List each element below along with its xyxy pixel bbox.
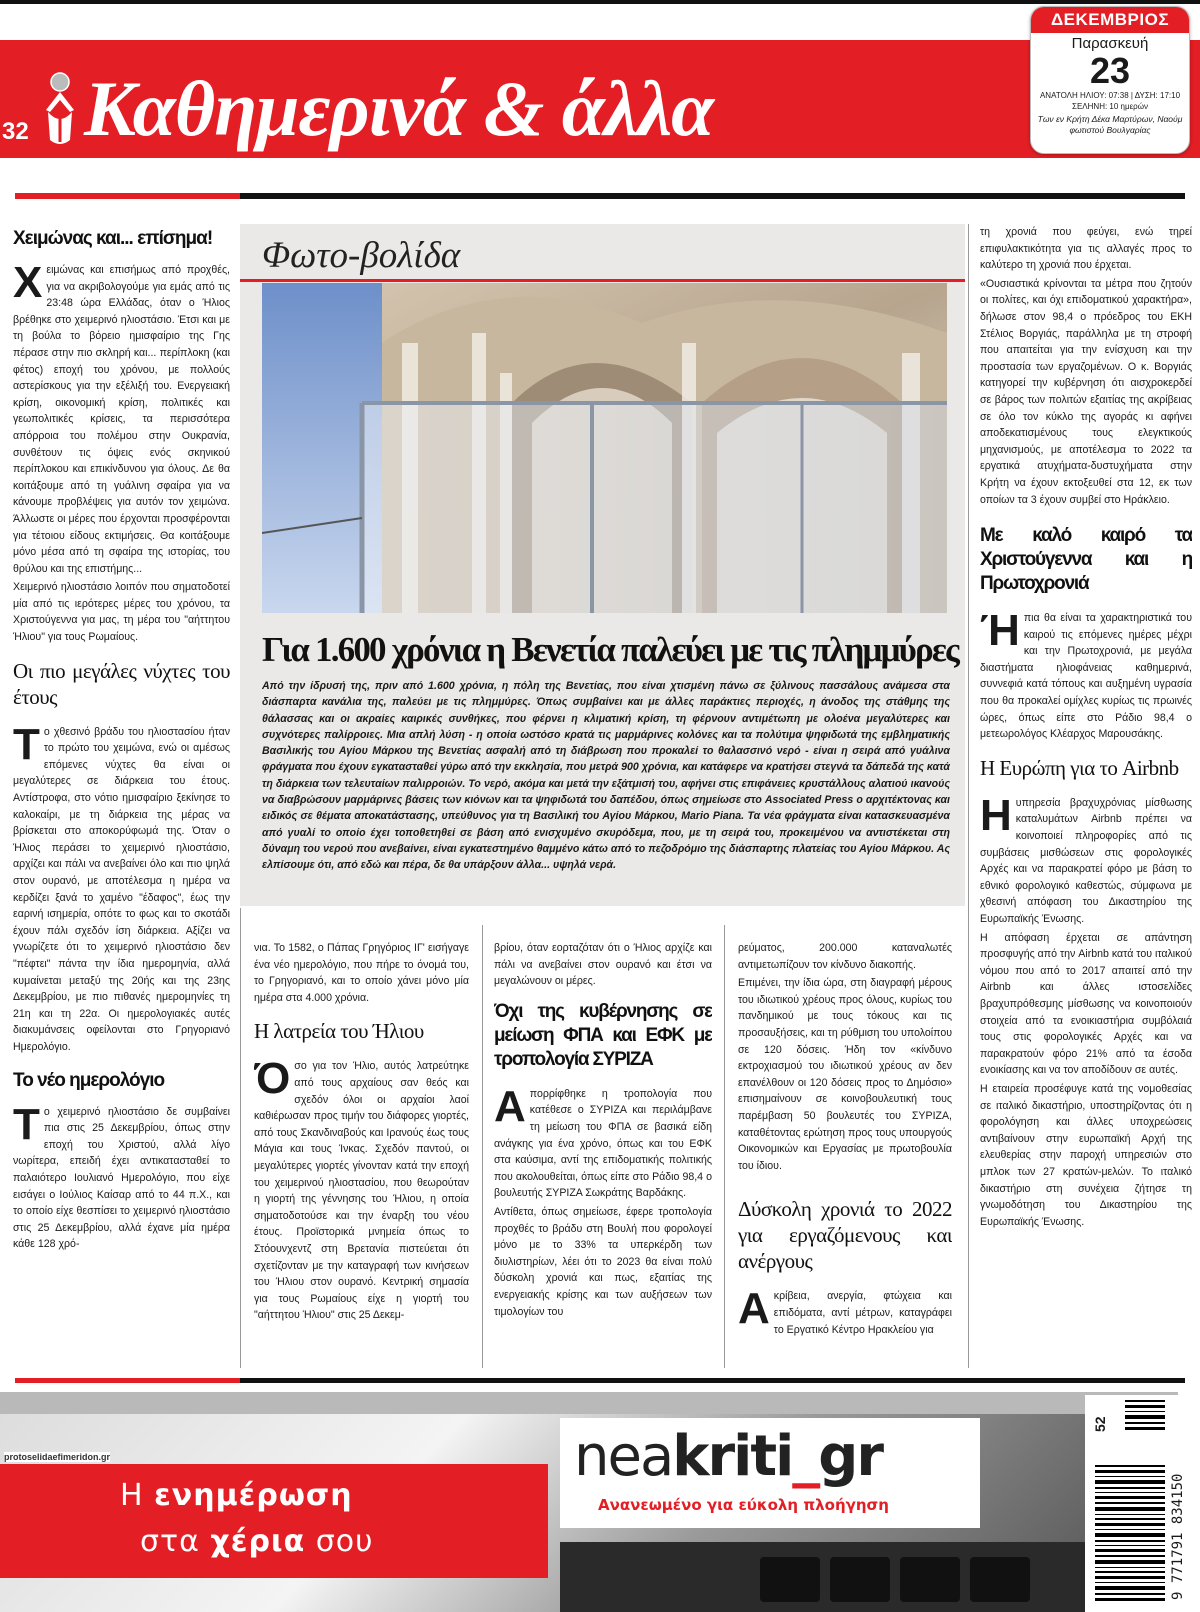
article-body: νια. Το 1582, ο Πάπας Γρηγόριος ΙΓ' εισήγαγε ένα νέο ημερολόγιο, που πήρε το όνομά του, το Γρηγοριανό, και το οποίο χάνει μόνο μία ημέρα στα 4.000 χρόνια. [254,942,469,1004]
article-title: Χειμώνας και... επίσημα! [13,228,213,249]
paragraph: υπηρεσία βραχυχρόνιας μίσθωσης καταλυμάτων Airbnb πρέπει να κοινοποιεί πληροφορίες από τις συμβάσεις μισθώσεων στις φορολογικές Αρχές και να παρακρατεί φόρο με βάση το εθνικό φορολογικό καθεστώς, σύμφωνα με χθεσινή απόφαση του Δικαστηρίου της Ευρωπαϊκής Ένωσης. [980,796,1192,925]
ad-slogan-line1 [120,1478,353,1513]
date-day-number: 23 [1089,50,1131,91]
drop-cap: Χ [13,258,43,307]
paragraph: κρίβεια, ανεργία, φτώχεια και επιδόματα, αντί μέτρων, καταγράφει το Εργατικό Κέντρο Ηρακλείου για [773,1290,952,1336]
drop-cap: Τ [13,1099,40,1149]
article-title: Δύσκολη χρονιά το 2022 για εργαζόμενους και ανέργους [738,1197,952,1274]
article-title: Η Ευρώπη για το Airbnb [980,755,1179,780]
ad-brand-logo[interactable] [574,1424,882,1489]
article-body: Χειμερινό ηλιοστάσιο λοιπόν που σηματοδοτεί μία από τις ιερότερες μέρες του χρόνου, τα Χριστούγεννα για μας, τη μέρα του "αήττητου Ήλιου" για τους Ρωμαίους. [13,581,230,644]
column-divider [240,908,241,1368]
brand-part: nea [574,1424,673,1489]
venice-basilica-photo [262,283,947,613]
drop-cap: Α [494,1081,526,1131]
article-body: ρεύματος, 200.000 καταναλωτές αντιμετωπίζουν τον κίνδυνο διακοπής. [738,942,952,971]
paragraph: ο χειμερινό ηλιοστάσιο δε συμβαίνει πια στις 25 Δεκεμβρίου, όπως στην εποχή του Χριστού, αλλά λίγο νωρίτερα, επειδή έχει αντικατασταθεί το παλαιότερο Ιουλιανό Ημερολόγιο, που είχε εισάγει ο Ιούλιος Καίσαρ από το 44 π.Χ., και το οποίο είχε θεσπίσει το χειμερινό ηλιοστάσιο στις 25 Δεκεμβρίου, αλλά έχανε μία ημέρα κάθε 128 χρό- [13,1105,230,1251]
sunrise-sunset: ΑΝΑΤΟΛΗ ΗΛΙΟΥ: 07:38 | ΔΥΣΗ: 17:10 [1039,91,1181,100]
page-number: 32 [2,118,29,145]
middle-column-2 [494,940,712,1360]
article-body [13,1099,230,1253]
article-body: τη χρονιά που φεύγει, ενώ τηρεί επιφυλακτικότητα για τις αλλαγές προς το καλύτερο τη χρονιά που έρχεται. [980,226,1192,272]
article-body [738,1284,952,1338]
article-body [13,719,230,1056]
newspaper-logo-icon [36,70,84,152]
article-body [254,1054,469,1324]
bottom-rule-accent [15,1378,240,1383]
article-title: Η λατρεία του Ήλιου [254,1019,424,1044]
feature-rule [240,279,965,282]
article-body [980,790,1192,928]
article-body: «Ουσιαστικά κρίνονται τα μέτρα που ζητούν οι πολίτες, και όχι επιδοματικού χαρακτήρα», δήλωσε στον 98,4 ο πρόεδρος του ΕΚΗ Στέλιος Βοργιάς, παράλληλα με τη στροφή που απαιτείται για την ενίσχυση και την προστασία των εργαζομένων. Ο κ. Βοργιάς κατηγορεί την κυβέρνηση ότι αισχροκερδεί σε βάρος των πολιτών εξαιτίας της ακρίβειας σε όλο τον κύκλο της αγοράς κι αφήνει αποδεκατισμένους τους ελεγκτικούς μηχανισμούς, με αποτέλεσμα το 2022 τα εργατικά ατυχήματα-δυστυχήματα στην Κρήτη να έχουν εκτοξευθεί στα 12, εκ των οποίων τα 3 έχουν συμβεί στο Ηράκλειο. [980,277,1192,506]
paragraph: σο για τον Ήλιο, αυτός λατρεύτηκε από τους αρχαίους σαν θεός και σχεδόν όλοι οι αρχαίοι λαοί καθιέρωσαν προς τιμήν του διάφορες γιορτές, από τους Σκανδιναβούς και Ιρανούς έως τους Μάγια και τους Ίνκας. Σχεδόν παντού, οι μεγαλύτερες γιορτές γίνονταν κατά την εποχή του χειμερινού ηλιοστασίου, που θεωρούταν η γιορτή της γέννησης του Ήλιου, η οποία σηματοδοτούσε και την έναρξη του νέου έτους. Προϊστορικά μνημεία όπως το Στόουνχεντζ στη Βρετανία πιστεύεται ότι σχετίζονταν με την καταγραφή των κινήσεων του Ήλιου στον ουρανό. Κεντρική σημασία για τους Ρωμαίους είχε η γιορτή του "αήττητου Ήλιου" στις 25 Δεκεμ- [254,1060,469,1322]
moon-phase: ΣΕΛΗΝΗ: 10 ημερών [1072,102,1148,111]
article-body [980,606,1192,743]
article-body: Η εταιρεία προσέφυγε κατά της νομοθεσίας σε ιταλικό δικαστήριο, υποστηρίζοντας ότι η φορολόγηση και άλλες υποχρεώσεις αντιβαίνουν στην ευρωπαϊκή Αρχή της ελευθερίας στην παροχή υπηρεσιών στο μπλοκ των 27 κρατών-μελών. Το ιταλικό δικαστήριο στη συνέχεια ζήτησε τη γνωμοδότηση του Δικαστηρίου της Ευρωπαϊκής Ένωσης. [980,1082,1192,1228]
middle-column-3 [738,940,952,1360]
ad-credit: protoselidaefimeridon.gr [4,1452,111,1462]
section-rule-accent [15,193,240,199]
barcode-number: 9 771791 834150 [1170,1473,1186,1600]
ad-text: Η [120,1478,155,1513]
article-body: Η απόφαση έρχεται σε απάντηση προσφυγής από την Airbnb κατά του ιταλικού νόμου που από το 2017 απαιτεί από την Airbnb και άλλες ιστοσελίδες βραχυπρόθεσμης μίσθωσης να κοινοποιούν στοιχεία από τα ενοικιαστήρια συμβόλαιά τους στις φορολογικές Αρχές και να παρακρατούν φόρο 21% από τα έσοδα ενοικίασης και να τον αποδίδουν σε αυτές. [980,931,1192,1077]
brand-part: kriti [672,1424,793,1489]
article-body: Επιμένει, την ίδια ώρα, στη διαγραφή μέρους του ιδιωτικού χρέους προς όλους, κυρίως του πανδημικού με τους τόκους και τις προσαυξήσεις, και τη ρύθμιση του υπολοίπου σε 120 δόσεις. Ήδη τον «κίνδυνο εκτροχιασμού του ιδιωτικού χρέους αν δεν επανέλθουν οι 120 δόσεις προς το Δημόσιο» επισημαίνουν σε κοινοβουλευτική τους παρέμβαση 50 βουλευτές του ΣΥΡΙΖΑ, καταθέτοντας ερώτηση προς τους υπουργούς Οικονομικών και Εργασίας με πρωτοβουλία του ίδιου. [738,977,952,1172]
article-title: Οι πιο μεγάλες νύχτες του έτους [13,658,230,709]
article-title: Το νέο ημερολόγιο [13,1069,165,1091]
feature-label: Φωτο-βολίδα [262,235,461,276]
masthead-title: Καθημερινά & άλλα [84,65,714,152]
date-weekday: Παρασκευή [1071,35,1149,52]
article-body [494,1081,712,1202]
paragraph: πορρίφθηκε η τροπολογία που κατέθεσε ο ΣΥΡΙΖΑ και περιλάμβανε τη μείωση του ΦΠΑ σε βασικά είδη ανάγκης για ένα χρόνο, όπως και του ΕΦΚ στα καύσιμα, αντί της επιδοματικής πολιτικής που ακολουθείται, όπως είπε στο Ράδιο 98,4 ο βουλευτής ΣΥΡΙΖΑ Σωκράτης Βαρδάκης. [494,1087,712,1200]
saints-of-day: Των εν Κρήτη Δέκα Μαρτύρων, Ναούμ φωτιστού Βουλγαρίας [1037,114,1183,135]
article-body [13,258,230,577]
paragraph: ειμώνας και επισήμως από προχθές, για να ακριβολογούμε για εμάς από τις 23:48 ώρα Ελλάδας, όταν ο Ήλιος βρέθηκε στο χειμερινό ηλιοστάσιο. Έτσι και με τη βούλα το βόρειο ημισφαίριο της Γης πέρασε στην πιο σκληρή και... περίπλοκη (και φέτος) εποχή του χρόνου, με πολλούς αστερίσκους για την εξέλιξή του. Ενεργειακή κρίση, οικονομική κρίση, πολιτικές και γεωπολιτικές κρίσεις, τα περισσότερα απόρροια του πολέμου στην Ουκρανία, συνθέτουν τις όψεις ενός σκηνικού περίπλοκου και επικίνδυνου για όλους. Δε θα κοιτάξουμε από τη γυάλινη σφαίρα για να κάνουμε προβλέψεις για αυτόν τον χειμώνα. Άλλωστε οι μέρες που έρχονται προσφέρονται για τέτοιου είδους εκτιμήσεις. Θα κοιτάξουμε μόνο μέσα από τη σφαίρα της ιστορίας, του θρύλου και της επιστήμης... [13,264,230,575]
paragraph: ο χθεσινό βράδυ του ηλιοστασίου ήταν το πρώτο του χειμώνα, ενώ οι αμέσως επόμενες νύχτες θα είναι οι μεγαλύτερες σε διάρκεια του έτους. Αντίστροφα, στο νότιο ημισφαίριο ξεκίνησε το καλοκαίρι, με τη διάρκεια της μέρας να βρίσκεται στο αποκορύφωμά της. Όταν ο Ήλιος περάσει το χειμερινό ηλιοστάσιο, αρχίζει και πάλι να ανεβαίνει όλο και πιο ψηλά στον ουρανό, με αποτέλεσμα η ημέρα να κερδίζει ξανά το χαμένο "έδαφος", έως την εαρινή ισημερία, οπότε το φως και το σκοτάδι έχουν πάλι σχεδόν ίση διάρκεια. Αξίζει να γνωρίζετε ότι το χειμερινό ηλιοστάσιο δεν "πέφτει" πάντα την ίδια ημερομηνία, αλλά κυμαίνεται μεταξύ της 20ής και της 23ης Δεκεμβρίου, με πιο πιθανές ημερομηνίες τη 21η και τη 22α. Οι ημερολογιακές αυτές διακυμάνσεις οφείλονται στο Γρηγοριανό Ημερολόγιο. [13,725,230,1053]
date-month: ΔΕΚΕΜΒΡΙΟΣ [1031,7,1189,33]
column-divider [482,925,483,1368]
ad-text: σου [305,1524,374,1559]
top-rule [0,0,1200,4]
middle-column-1 [254,940,469,1360]
article-title: Με καλό καιρό τα Χριστούγεννα και η Πρωτοχρονιά [980,525,1192,595]
ad-text-bold: χέρια [210,1524,306,1559]
article-body: Αντίθετα, όπως σημείωσε, έφερε τροπολογία προχθές το βράδυ στη Βουλή που φορολογεί μόνο με το 33% τα υπερκέρδη των διυλιστηρίων, λέει ότι το 2023 θα είναι πολύ δύσκολη χρονιά και πως, εξαιτίας της ενεργειακής κρίσης και των αυξήσεων των τιμολογίων του [494,1205,712,1318]
drop-cap: Ή [980,606,1020,656]
article-body: βρίου, όταν εορταζόταν ότι ο Ήλιος αρχίζε και πάλι να ανεβαίνει στον ουρανό και έτσι να μεγαλώνουν οι μέρες. [494,942,712,988]
drop-cap: Η [980,790,1012,840]
brand-part: gr [818,1424,882,1489]
ad-tagline: Ανανεωμένο για εύκολη πλοήγηση [598,1496,889,1514]
feature-lead: Από την ίδρυσή της, πριν από 1.600 χρόνια, η πόλη της Βενετίας, που είναι χτισμένη πάνω σε ξύλινους πασσάλους ανάμεσα στα διάσπαρτα κανάλια της, παλεύει με τις πλημμύρες. Όπως συμβαίνει και με άλλες παράκτιες περιοχές, η άνοδος της στάθμης της θάλασσας και οι ακραίες καιρικές συνθήκες, που φέρνει η κλιματική κρίση, τη φέρνουν αντιμέτωπη με ολοένα μεγαλύτερες και συχνότερες παλίρροιες. Μια απλή λύση - η οποία ωστόσο κρατά τις μαρμάρινες κολόνες και τα πολύτιμα ψηφιδωτά της εμβληματικής Βασιλικής του Αγίου Μάρκου της Βενετίας ασφαλή από τη διάβρωση που προκαλεί το θαλασσινό νερό - είναι η σειρά από γυάλινα φράγματα που έχουν εγκατασταθεί γύρω από την εκκλησία, που μετρά 900 χρόνια, και κατάφερε να κρατήσει στεγνά τα δάπεδά της κατά τη διάρκεια των τελευταίων παλιρροιών. Το νερό, ακόμα και μετά την εξάτμισή του, αφήνει στις επιφάνειες κρυστάλλους αλατιού ικανούς να διαβρώσουν μαρμάρινες βάσεις των κιόνων και τα ψηφιδωτά του δαπέδου, όπως σημείωσε στο Associated Press ο αρχιτέκτονας και ειδικός σε θέματα αποκατάστασης, υπεύθυνος για τη Βασιλική του Αγίου Μάρκου, Mario Piana. Τα νέα φράγματα είναι κατασκευασμένα από γυαλί το οποίο έχει τοποθετηθεί σε βάση από ενισχυμένο σκυρόδεμα, που, με τη σειρά του, προκειμένου να αντιστέκεται στη δύναμη του νερού που ανεβαίνει, είναι εγκατεστημένο θαμμένο κάτω από το πεζοδρόμιο της διάσπαρτης πλατείας του Αγίου Μάρκου. Ας ελπίσουμε ότι, από εδώ και πέρα, δε θα υπάρξουν άλλα... υψηλά νερά. [262,680,950,872]
date-box [1030,6,1190,154]
drop-cap: Α [738,1284,770,1334]
column-divider [968,224,969,1368]
drop-cap: Τ [13,719,40,769]
issue-number: 52 [1092,1416,1108,1432]
article-title: Όχι της κυβέρνησης σε μείωση ΦΠΑ και ΕΦΚ με τροπολογία ΣΥΡΙΖΑ [494,1000,712,1070]
ad-slogan-line2 [140,1524,373,1559]
left-column [13,224,230,1354]
column-divider [724,925,725,1368]
brand-underscore: _ [792,1424,819,1489]
right-column [980,224,1192,1354]
ad-text: στα [140,1524,211,1559]
ad-text-bold: ενημέρωση [154,1478,353,1513]
drop-cap: Ό [254,1054,291,1104]
feature-headline: Για 1.600 χρόνια η Βενετία παλεύει με τις πλημμύρες [262,630,959,669]
paragraph: πια θα είναι τα χαρακτηριστικά του καιρού τις επόμενες ημέρες μέχρι και την Πρωτοχρονιά, με μεγάλα διαστήματα ηλιοφάνειας καθημερινά, συννεφιά κατά τόπους και αυξημένη υγρασία που θα προκαλεί ομίχλες κυρίως τις πρωινές ώρες, όπως είπε στο Ράδιο 98,4 ο μετεωρολόγος Κλέαρχος Μαρουσάκης. [980,612,1192,741]
